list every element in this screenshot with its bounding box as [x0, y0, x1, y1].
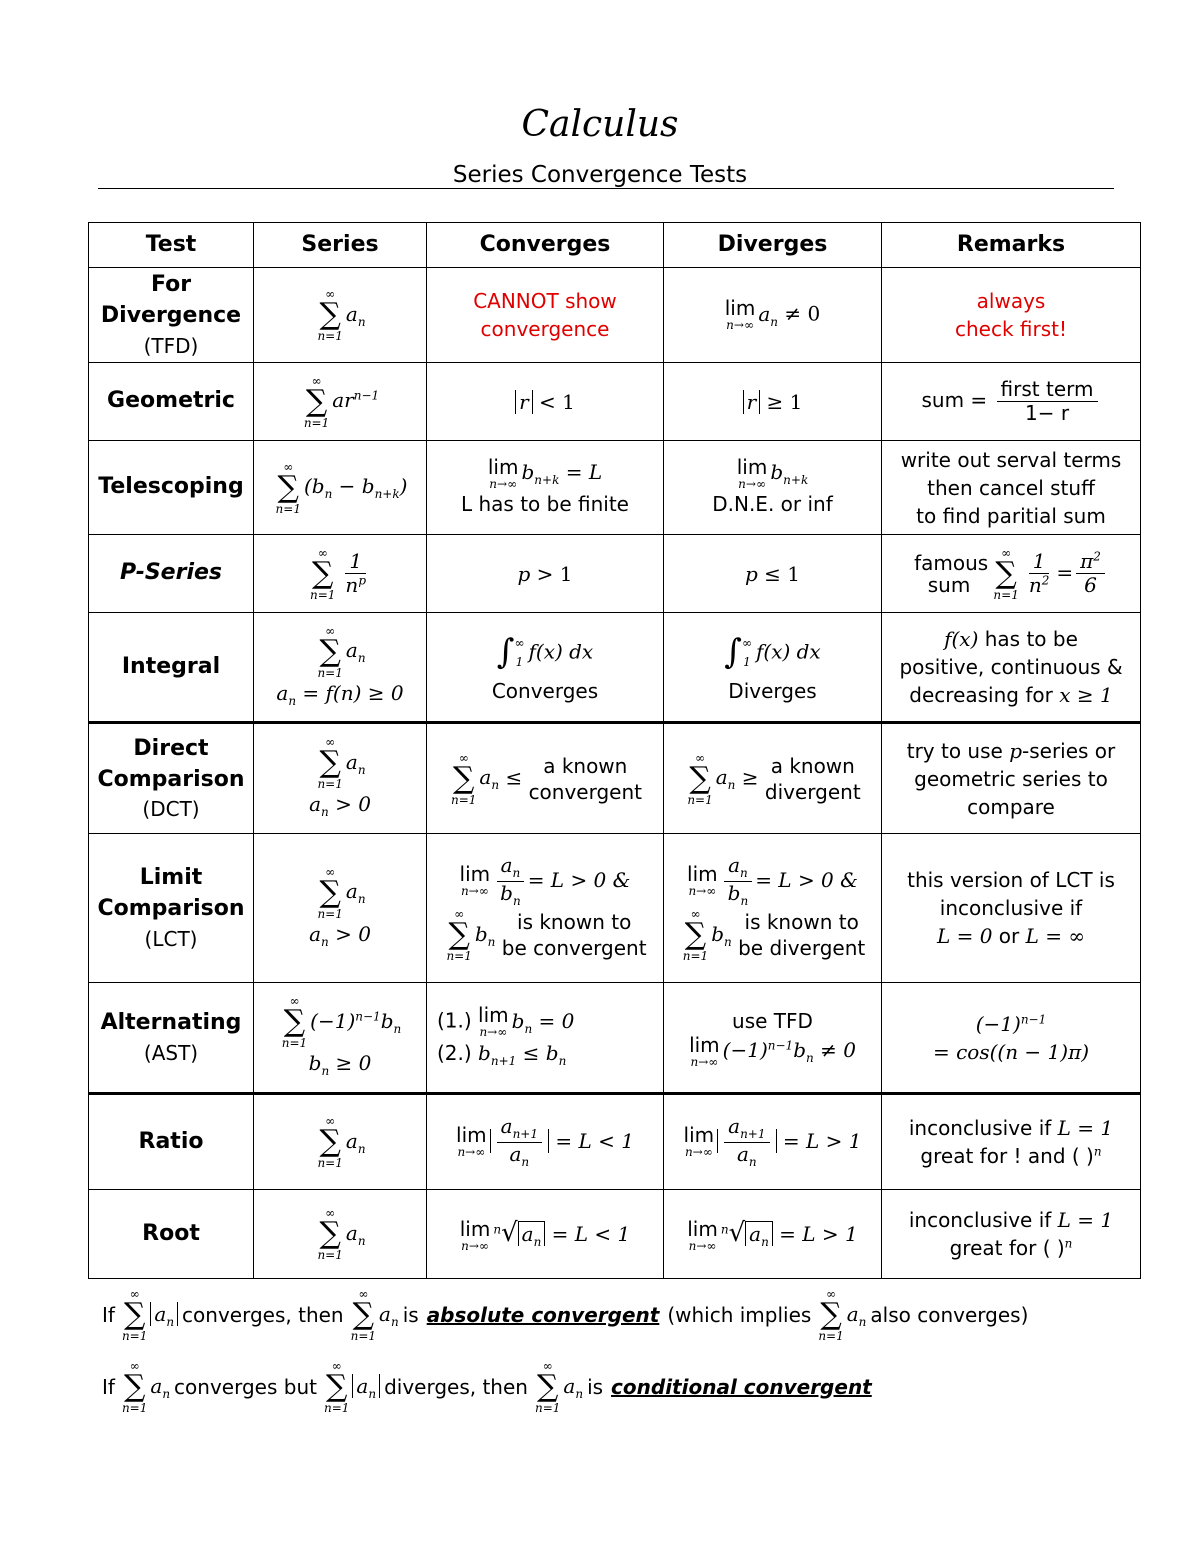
converges-note: convergent — [528, 779, 642, 804]
remark-line: geometric series to — [914, 766, 1108, 791]
table-row-dct — [89, 723, 1141, 834]
summation-symbol: ∞ ∑ n=1 — [303, 373, 330, 430]
remark-line: decreasing for — [909, 683, 1053, 707]
summation-symbol: ∞ ∑ n=1 — [310, 545, 336, 602]
geometric-sum-fraction — [997, 378, 1098, 425]
summation-symbol: ∞ ∑ n=1 — [317, 735, 343, 792]
summation-symbol: ∞ ∑ n=1 — [317, 287, 343, 343]
remarks-cell: $(-1)^{n-1}$ = cos((n − 1)π) — [882, 983, 1141, 1094]
diverges-cell: r ≥ 1 — [664, 363, 882, 441]
limit-symbol: lim n→∞ — [683, 1123, 715, 1160]
title-divider — [98, 188, 1114, 189]
test-name: Limit Comparison — [97, 865, 245, 921]
remarks-cell: famous sum ∞ ∑ n=1 $\frac{1}{n^2}$ = $\frac{\pi^2}{6}$ — [882, 535, 1141, 613]
test-name: Geometric — [107, 388, 235, 414]
series-cell: ∞ ∑ n=1 $(-1)^{n-1}b_n$ $b_n \ge 0$ — [254, 983, 427, 1094]
test-cell — [89, 363, 254, 441]
series-cell: ∞ ∑ n=1 $a_n$ — [254, 268, 427, 363]
sum-label: sum = — [921, 388, 988, 412]
test-abbr: (TFD) — [143, 333, 199, 358]
test-name: Alternating — [100, 1010, 242, 1036]
footer-conditional-convergence: If ∞ ∑ n=1 $a_n$ converges but ∞ ∑ n=1 $a_n$ diverges, then ∞ ∑ n=1 $a_n$ is conditional convergent — [102, 1359, 872, 1415]
condition-number: (2.) — [437, 1040, 472, 1065]
footer-absolute-convergence: If ∞ ∑ n=1 $a_n$ converges, then ∞ ∑ n=1 $a_n$ is absolute convergent (which implies ∞ ∑ n=1 $a_n$ also converges) — [102, 1287, 1029, 1343]
remarks-cell — [882, 441, 1141, 535]
page-subtitle: Series Convergence Tests — [452, 162, 748, 188]
test-cell — [89, 983, 254, 1094]
ratio-fraction: $\frac{a_n}{b_n}$ — [496, 854, 525, 909]
summation-symbol: ∞ ∑ n=1 — [323, 1359, 350, 1415]
test-abbr: (LCT) — [144, 926, 198, 951]
test-name: Telescoping — [98, 474, 244, 500]
summation-symbol: ∞ ∑ n=1 — [534, 1359, 561, 1415]
column-header-test: Test — [89, 223, 254, 268]
remark-line: inconclusive if — [908, 1208, 1052, 1232]
test-cell — [89, 1190, 254, 1279]
page-title: Calculus — [521, 104, 679, 145]
pseries-fraction: $\frac{1}{n^p}$ — [345, 549, 366, 597]
remarks-cell: this version of LCT is inconclusive if L = 0 or L = ∞ — [882, 834, 1141, 983]
diverges-cell: ∞ ∑ n=1 $a_n$ ≥ a known divergent — [664, 723, 882, 834]
test-name: P-Series — [119, 560, 223, 586]
summation-symbol: ∞ ∑ n=1 — [275, 459, 301, 516]
remarks-cell: inconclusive if L = 1 great for ! and ( )$^n$ — [882, 1094, 1141, 1190]
diverges-cell: lim n→∞ $\frac{a_n}{b_n}$ = L > 0 & ∞ ∑ n=1 $b_n$ is known to be divergent — [664, 834, 882, 983]
remark-line: great for ! and ( ) — [920, 1144, 1094, 1168]
integral-symbol: ∫ ∞ 1 — [496, 632, 525, 673]
remark-or: or — [998, 924, 1020, 948]
series-cell: ∞ ∑ n=1 $a_n$ — [254, 1094, 427, 1190]
table-row-lct — [89, 834, 1141, 983]
basel-fraction-right: $\frac{\pi^2}{6}$ — [1076, 550, 1105, 597]
converges-note: L has to be finite — [461, 492, 629, 517]
column-header-remarks: Remarks — [882, 223, 1141, 268]
remark-line: check first! — [954, 317, 1067, 341]
diverges-note: Diverges — [728, 678, 817, 703]
diverges-cell: lim n→∞ $b_{n+k}$ D.N.E. or inf — [664, 441, 882, 535]
footer-text: converges, then — [182, 1303, 344, 1327]
test-abbr: (AST) — [143, 1040, 199, 1065]
integral-symbol: ∫ ∞ 1 — [724, 632, 752, 673]
fraction-numerator: first term — [997, 378, 1098, 402]
remark-line: then cancel stuff — [927, 475, 1095, 500]
footer-text: also converges) — [870, 1303, 1029, 1327]
conditional-convergent-term: conditional convergent — [611, 1375, 872, 1399]
diverges-note: is known to — [744, 910, 859, 935]
test-cell — [89, 834, 254, 983]
table-row-geometric — [89, 363, 1141, 441]
converges-cell: r < 1 — [427, 363, 664, 441]
test-name: Direct Comparison — [97, 735, 245, 792]
limit-symbol: lim n→∞ — [456, 1123, 487, 1160]
converges-cell: lim n→∞ $b_{n+k} = L$ L has to be finite — [427, 441, 664, 535]
table-row-ratio — [89, 1094, 1141, 1190]
remark-line: compare — [967, 794, 1055, 819]
converges-note: be convergent — [501, 936, 647, 961]
footer-text: If — [102, 1375, 115, 1399]
series-tests-table — [88, 222, 1141, 1279]
summation-symbol: ∞ ∑ n=1 — [281, 994, 308, 1051]
converges-text: CANNOT show convergence — [473, 289, 617, 341]
condition-number: (1.) — [437, 1008, 472, 1033]
test-abbr: (DCT) — [142, 797, 200, 822]
table-row-pseries — [89, 535, 1141, 613]
diverges-note: use TFD — [732, 1008, 813, 1033]
diverges-note: be divergent — [738, 936, 866, 961]
summation-symbol: ∞ ∑ n=1 — [317, 1114, 343, 1170]
table-row-tfd — [89, 268, 1141, 363]
converges-note: a known — [543, 753, 628, 778]
limit-symbol: lim n→∞ — [459, 862, 491, 899]
test-name: Root — [142, 1220, 200, 1246]
diverges-note: divergent — [764, 779, 861, 804]
footer-text: is — [402, 1303, 419, 1327]
column-header-converges: Converges — [427, 223, 664, 268]
basel-fraction-left: $\frac{1}{n^2}$ — [1028, 549, 1050, 597]
remark-line: inconclusive if — [908, 1116, 1052, 1140]
converges-cell — [427, 268, 664, 363]
series-cell: ∞ ∑ n=1 $a_n$ $a_n > 0$ — [254, 834, 427, 983]
converges-cell: lim n→∞ $\frac{a_{n+1}}{a_n}$ = L < 1 — [427, 1094, 664, 1190]
diverges-cell: use TFD lim n→∞ $(-1)^{n-1}b_n \ne 0$ — [664, 983, 882, 1094]
fraction-denominator: 1− r — [1024, 401, 1070, 425]
remark-line: this version of LCT is — [907, 868, 1115, 892]
test-cell — [89, 535, 254, 613]
test-name: Integral — [121, 653, 221, 679]
remark-line: -series or — [1022, 738, 1116, 763]
diverges-cell: p ≤ 1 — [664, 535, 882, 613]
remark-line: great for ( ) — [949, 1236, 1065, 1260]
column-header-diverges: Diverges — [664, 223, 882, 268]
summation-symbol: ∞ ∑ n=1 — [682, 907, 709, 964]
remarks-cell — [882, 268, 1141, 363]
remark-line: has to be — [984, 627, 1078, 651]
table-header-row — [89, 223, 1141, 268]
limit-symbol: lim n→∞ — [478, 1003, 509, 1040]
footer-text: (which implies — [667, 1303, 812, 1327]
remark-line: positive, continuous & — [899, 655, 1123, 679]
table-row-telescoping — [89, 441, 1141, 535]
summation-symbol: ∞ ∑ n=1 — [993, 545, 1019, 602]
summation-symbol: ∞ ∑ n=1 — [317, 1206, 343, 1262]
summation-symbol: ∞ ∑ n=1 — [818, 1287, 844, 1343]
remarks-cell — [882, 363, 1141, 441]
diverges-cell: lim n→∞ $^n$√ $a_n = L > 1$ — [664, 1190, 882, 1279]
limit-symbol: lim n→∞ — [736, 454, 768, 491]
series-cell: ∞ ∑ n=1 $a_n$ — [254, 1190, 427, 1279]
summation-symbol: ∞ ∑ n=1 — [446, 907, 472, 964]
converges-note: Converges — [491, 678, 599, 703]
test-cell — [89, 613, 254, 723]
summation-symbol: ∞ ∑ n=1 — [450, 750, 477, 807]
test-cell — [89, 268, 254, 363]
test-cell — [89, 723, 254, 834]
summation-symbol: ∞ ∑ n=1 — [121, 1287, 148, 1343]
summation-symbol: ∞ ∑ n=1 — [350, 1287, 377, 1343]
ratio-fraction: $\frac{a_n}{b_n}$ — [724, 854, 753, 909]
remark-label: famous sum — [914, 550, 989, 597]
converges-cell: ∞ ∑ n=1 $a_n$ ≤ a known convergent — [427, 723, 664, 834]
remarks-cell: try to use p-series or geometric series to compare — [882, 723, 1141, 834]
summation-symbol: ∞ ∑ n=1 — [121, 1359, 148, 1415]
remark-line: to find paritial sum — [916, 503, 1106, 528]
footer-text: converges but — [174, 1375, 317, 1399]
converges-note: is known to — [517, 910, 632, 935]
limit-symbol: lim n→∞ — [689, 1032, 720, 1069]
summation-symbol: ∞ ∑ n=1 — [317, 864, 343, 921]
converges-cell: p > 1 — [427, 535, 664, 613]
summation-symbol: ∞ ∑ n=1 — [687, 750, 713, 807]
limit-symbol: lim n→∞ — [687, 862, 718, 899]
summation-symbol: ∞ ∑ n=1 — [317, 623, 343, 680]
limit-symbol: lim n→∞ — [459, 1217, 491, 1254]
diverges-note: a known — [770, 753, 855, 778]
converges-cell: lim n→∞ $^n$√ $a_n = L < 1$ — [427, 1190, 664, 1279]
table-row-integral — [89, 613, 1141, 723]
diverges-cell: lim n→∞ $\frac{a_{n+1}}{a_n}$ = L > 1 — [664, 1094, 882, 1190]
series-cell: ∞ ∑ n=1 $a_n$ $a_n > 0$ — [254, 723, 427, 834]
remark-line: write out serval terms — [900, 447, 1122, 472]
remark-line: always — [976, 289, 1046, 313]
remark-line: inconclusive if — [939, 896, 1083, 920]
limit-symbol: lim n→∞ — [487, 454, 519, 491]
series-cell: ∞ ∑ n=1 $(b_n - b_{n+k})$ — [254, 441, 427, 535]
diverges-cell: lim n→∞ $a_n \ne 0$ — [664, 268, 882, 363]
diverges-cell: ∫ ∞ 1 f(x) dx Diverges — [664, 613, 882, 723]
ratio-fraction: $\frac{a_{n+1}}{a_n}$ — [497, 1115, 542, 1170]
table-row-root — [89, 1190, 1141, 1279]
test-cell — [89, 441, 254, 535]
column-header-series: Series — [254, 223, 427, 268]
converges-cell: (1.) lim n→∞ $b_n = 0$ (2.) $b_{n+1} \le b_n$ — [427, 983, 664, 1094]
limit-symbol: lim n→∞ — [724, 296, 756, 333]
limit-symbol: lim n→∞ — [687, 1217, 718, 1254]
remark-line: try to use — [906, 738, 1003, 763]
remarks-cell: inconclusive if L = 1 great for ( )$^n$ — [882, 1190, 1141, 1279]
footer-text: diverges, then — [384, 1375, 528, 1399]
series-cell: ∞ ∑ n=1 $ar^{n-1}$ — [254, 363, 427, 441]
series-cell: ∞ ∑ n=1 $a_n$ $a_n = f(n) \ge 0$ — [254, 613, 427, 723]
table-row-ast — [89, 983, 1141, 1094]
converges-cell: lim n→∞ $\frac{a_n}{b_n}$ = L > 0 & ∞ ∑ n=1 $b_n$ is known to be convergent — [427, 834, 664, 983]
test-name: Ratio — [138, 1128, 204, 1154]
remarks-cell: f(x) has to be positive, continuous & decreasing for x ≥ 1 — [882, 613, 1141, 723]
series-cell — [254, 535, 427, 613]
footer-text: is — [587, 1375, 604, 1399]
converges-cell: ∫ ∞ 1 f(x) dx Converges — [427, 613, 664, 723]
diverges-note: D.N.E. or inf — [712, 492, 833, 517]
test-name: For Divergence — [100, 272, 242, 328]
test-cell — [89, 1094, 254, 1190]
ratio-fraction: $\frac{a_{n+1}}{a_n}$ — [724, 1115, 769, 1170]
footer-text: If — [102, 1303, 115, 1327]
absolute-convergent-term: absolute convergent — [426, 1303, 660, 1327]
